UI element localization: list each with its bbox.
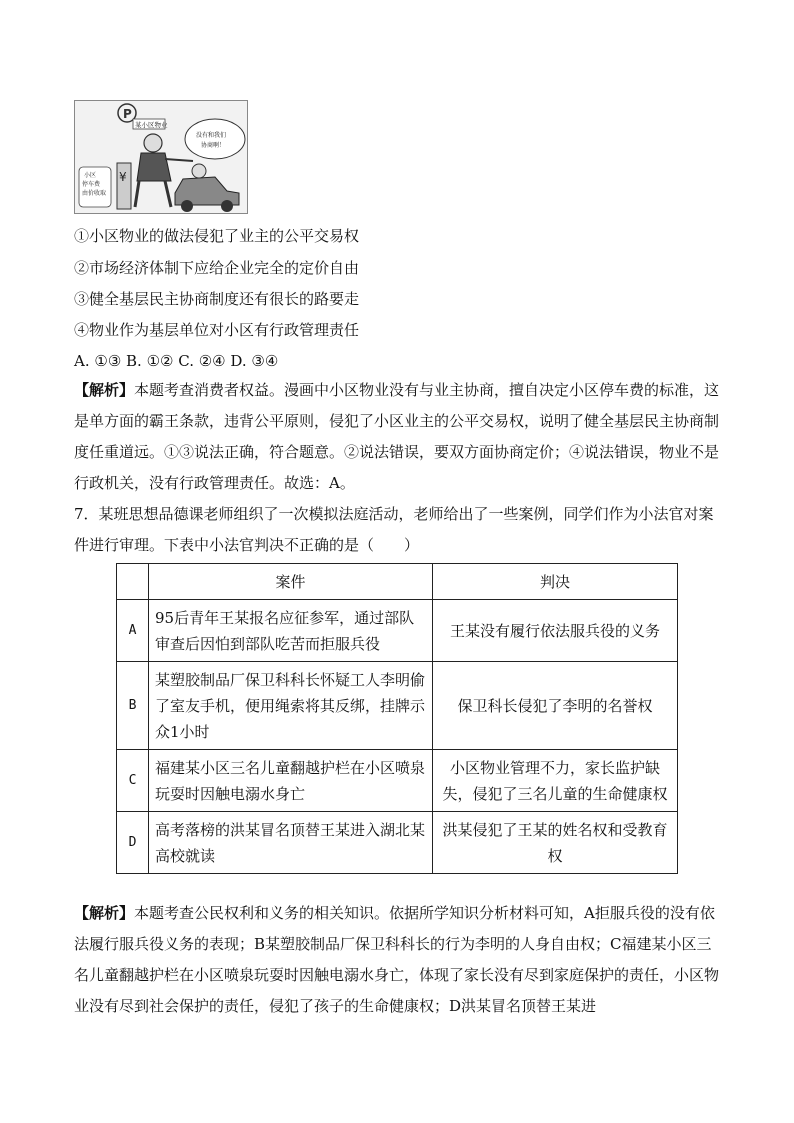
cartoon-drawing (75, 101, 247, 213)
row-judgment: 保卫科长侵犯了李明的名誉权 (433, 662, 678, 750)
svg-text:协商啊！: 协商啊！ (201, 142, 226, 149)
analysis-text: 本题考查消费者权益。漫画中小区物业没有与业主协商，擅自决定小区停车费的标准，这是单方面的霸王条款，违背公平原则，侵犯了小区业主的公平交易权，说明了健全基层民主协商制度任重道远。①③说法正确，符合题意。②说法错误，要双方面协商定价；④说法错误，物业不是行政机关，没有行政管理责任。故选：A。 (74, 381, 720, 492)
row-judgment: 小区物业管理不力，家长监护缺失，侵犯了三名儿童的生命健康权 (433, 750, 678, 812)
table-row (117, 812, 678, 874)
analysis-paragraph-2 (74, 898, 724, 1022)
svg-text:¥: ¥ (119, 170, 127, 184)
answer-choices: A. ①③ B. ①② C. ②④ D. ③④ (74, 352, 279, 370)
option-3: ③健全基层民主协商制度还有很长的路要走 (74, 290, 360, 308)
option-1: ①小区物业的做法侵犯了业主的公平交易权 (74, 227, 360, 245)
cartoon-image (74, 100, 248, 214)
analysis-text: 本题考查公民权利和义务的相关知识。依据所学知识分析材料可知，A拒服兵役的没有依法履行服兵役义务的表现；B某塑胶制品厂保卫科科长的行为李明的人身自由权；C福建某小区三名儿童翻越护栏在小区喷泉玩耍时因触电溺水身亡，体现了家长没有尽到家庭保护的责任，小区物业没有尽到社会保护的责任，侵犯了孩子的生命健康权；D洪某冒名顶替王某进 (74, 904, 720, 1015)
table-row (117, 662, 678, 750)
table-row (117, 600, 678, 662)
table-row (117, 750, 678, 812)
row-judgment: 王某没有履行依法服兵役的义务 (433, 600, 678, 662)
question-7: 7．某班思想品德课老师组织了一次模拟法庭活动，老师给出了一些案例，同学们作为小法官对案件进行审理。下表中小法官判决不正确的是（ ） (74, 505, 714, 554)
row-letter: A (117, 600, 149, 662)
table-header-row (117, 564, 678, 600)
cases-table (116, 563, 678, 874)
table-header-blank (117, 564, 149, 600)
row-letter: D (117, 812, 149, 874)
cartoon-sign-text: 某小区物业 (135, 121, 168, 129)
svg-text:由价收取: 由价收取 (82, 190, 107, 197)
option-2: ②市场经济体制下应给企业完全的定价自由 (74, 259, 360, 277)
table-header-judgment: 判决 (433, 564, 678, 600)
row-case: 高考落榜的洪某冒名顶替王某进入湖北某高校就读 (149, 812, 433, 874)
row-judgment: 洪某侵犯了王某的姓名权和受教育权 (433, 812, 678, 874)
row-case: 某塑胶制品厂保卫科科长怀疑工人李明偷了室友手机，便用绳索将其反绑，挂牌示众1小时 (149, 662, 433, 750)
row-letter: B (117, 662, 149, 750)
table-header-case: 案件 (149, 564, 433, 600)
row-letter: C (117, 750, 149, 812)
row-case: 福建某小区三名儿童翻越护栏在小区喷泉玩耍时因触电溺水身亡 (149, 750, 433, 812)
svg-text:P: P (123, 107, 132, 121)
row-case: 95后青年王某报名应征参军，通过部队审查后因怕到部队吃苦而拒服兵役 (149, 600, 433, 662)
svg-text:小区: 小区 (84, 172, 97, 179)
analysis-tag: 【解析】 (74, 381, 135, 399)
analysis-paragraph-1 (74, 375, 724, 499)
analysis-tag: 【解析】 (74, 904, 135, 922)
option-4: ④物业作为基层单位对小区有行政管理责任 (74, 321, 360, 339)
svg-text:停车费: 停车费 (82, 181, 101, 188)
svg-text:没有和我们: 没有和我们 (196, 132, 227, 139)
